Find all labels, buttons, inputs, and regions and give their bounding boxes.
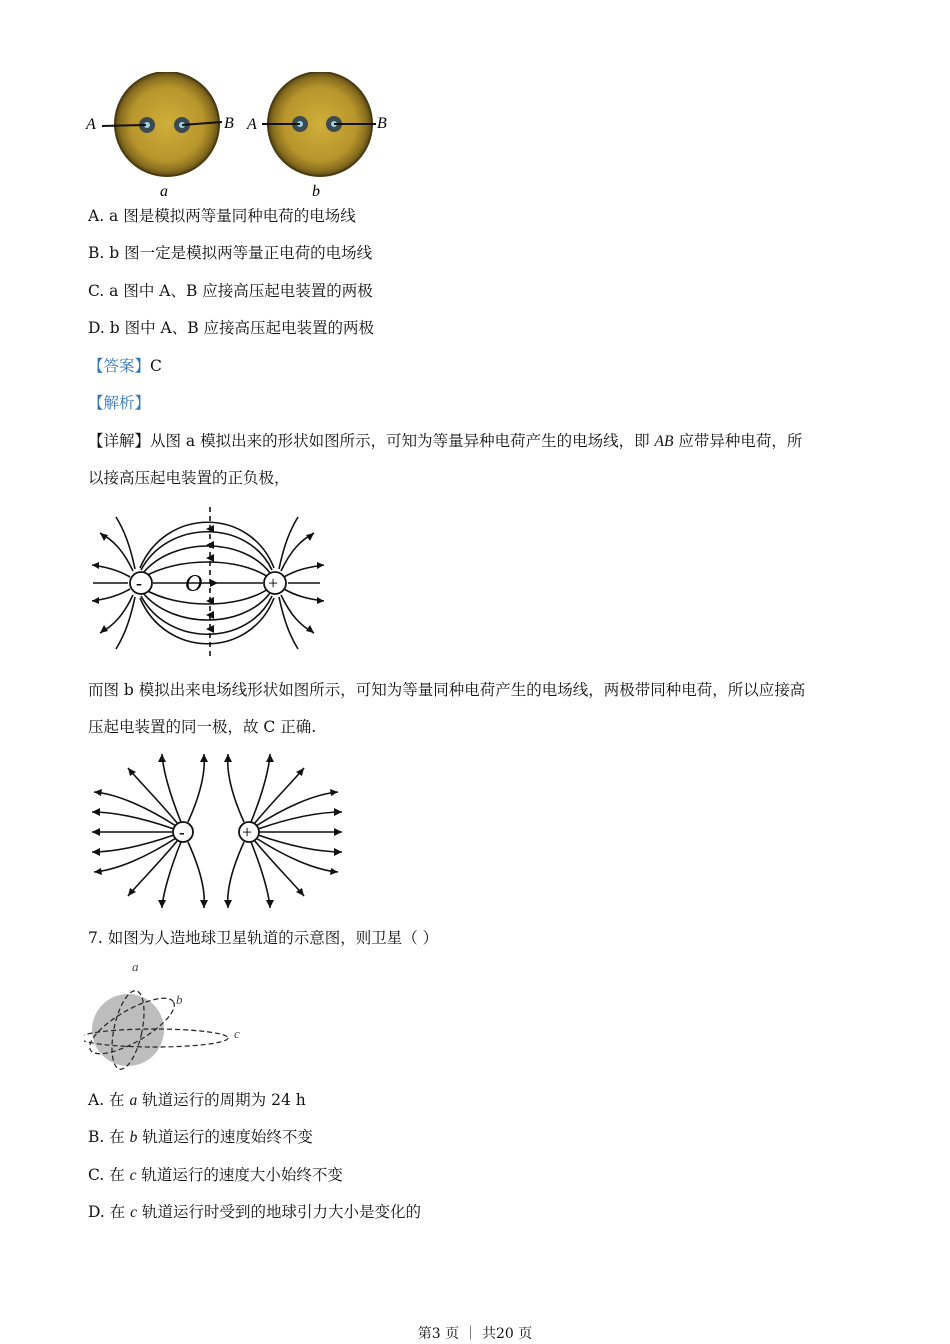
detail-1-post: 应带异种电荷，所 [673, 432, 803, 450]
answer-line [88, 356, 162, 376]
q7-option-d [88, 1202, 421, 1223]
dish-figure [84, 72, 394, 202]
answer-tag: 【答案】 [88, 357, 151, 375]
q7-c-pre: C. 在 [88, 1166, 130, 1184]
orbit-diagram [84, 958, 254, 1073]
detail-line-1 [88, 431, 802, 452]
label-B2: B [377, 115, 387, 132]
q6-option-d: D. b 图中 A、B 应接高压起电装置的两极 [88, 319, 375, 337]
q7-a-var: a [129, 1092, 138, 1109]
label-A2: A [247, 116, 257, 133]
q7-a-pre: A. 在 [88, 1091, 130, 1109]
q7-a-post: 轨道运行的周期为 24 h [137, 1091, 306, 1109]
q6-option-c: C. a 图中 A、B 应接高压起电装置的两极 [88, 282, 373, 300]
pos-sign-1: + [268, 573, 279, 593]
q7-stem: 7. 如图为人造地球卫星轨道的示意图，则卫星（ ） [88, 929, 439, 947]
answer-value: C [150, 357, 162, 375]
dish-b [262, 72, 376, 176]
q7-c-var: c [129, 1167, 137, 1184]
q7-b-var: b [129, 1129, 138, 1146]
analysis-tag: 【解析】 [88, 394, 151, 412]
q7-option-b [88, 1127, 313, 1148]
q7-c-post: 轨道运行的速度大小始终不变 [136, 1166, 343, 1184]
field-lines-opposite [88, 505, 338, 660]
center-O: O [185, 571, 203, 597]
q6-option-b: B. b 图一定是模拟两等量正电荷的电场线 [88, 244, 373, 262]
q6-option-a: A. a 图是模拟两等量同种电荷的电场线 [88, 207, 356, 225]
neg-sign-2: - [179, 823, 185, 842]
page-footer: 第3 页 ｜ 共20 页 [417, 1326, 533, 1342]
neg-sign-1: - [136, 573, 142, 593]
q7-option-a [88, 1090, 306, 1111]
dish-a [102, 72, 222, 176]
detail-1-ab: AB [654, 433, 674, 450]
detail-line-4: 压起电装置的同一极，故 C 正确. [88, 718, 317, 736]
field-lines-like [88, 750, 348, 910]
q7-d-post: 轨道运行时受到的地球引力大小是变化的 [137, 1203, 421, 1221]
pos-sign-2: + [242, 822, 253, 842]
label-B1: B [224, 115, 234, 132]
caption-b: b [312, 183, 320, 200]
detail-1-pre: 【详解】从图 a 模拟出来的形状如图所示，可知为等量异种电荷产生的电场线，即 [88, 432, 655, 450]
detail-line-3: 而图 b 模拟出来电场线形状如图所示，可知为等量同种电荷产生的电场线，两极带同种电荷，所以应接高 [88, 681, 806, 699]
orbit-label-c: c [234, 1026, 240, 1041]
detail-line-2: 以接高压起电装置的正负极， [88, 469, 290, 487]
q7-option-c [88, 1165, 343, 1186]
caption-a: a [160, 183, 168, 200]
q7-d-var: c [130, 1204, 138, 1221]
q7-b-pre: B. 在 [88, 1128, 130, 1146]
label-A1: A [86, 116, 96, 133]
q7-d-pre: D. 在 [88, 1203, 131, 1221]
orbit-label-a: a [132, 959, 139, 974]
orbit-label-b: b [176, 992, 183, 1007]
q7-b-post: 轨道运行的速度始终不变 [137, 1128, 313, 1146]
